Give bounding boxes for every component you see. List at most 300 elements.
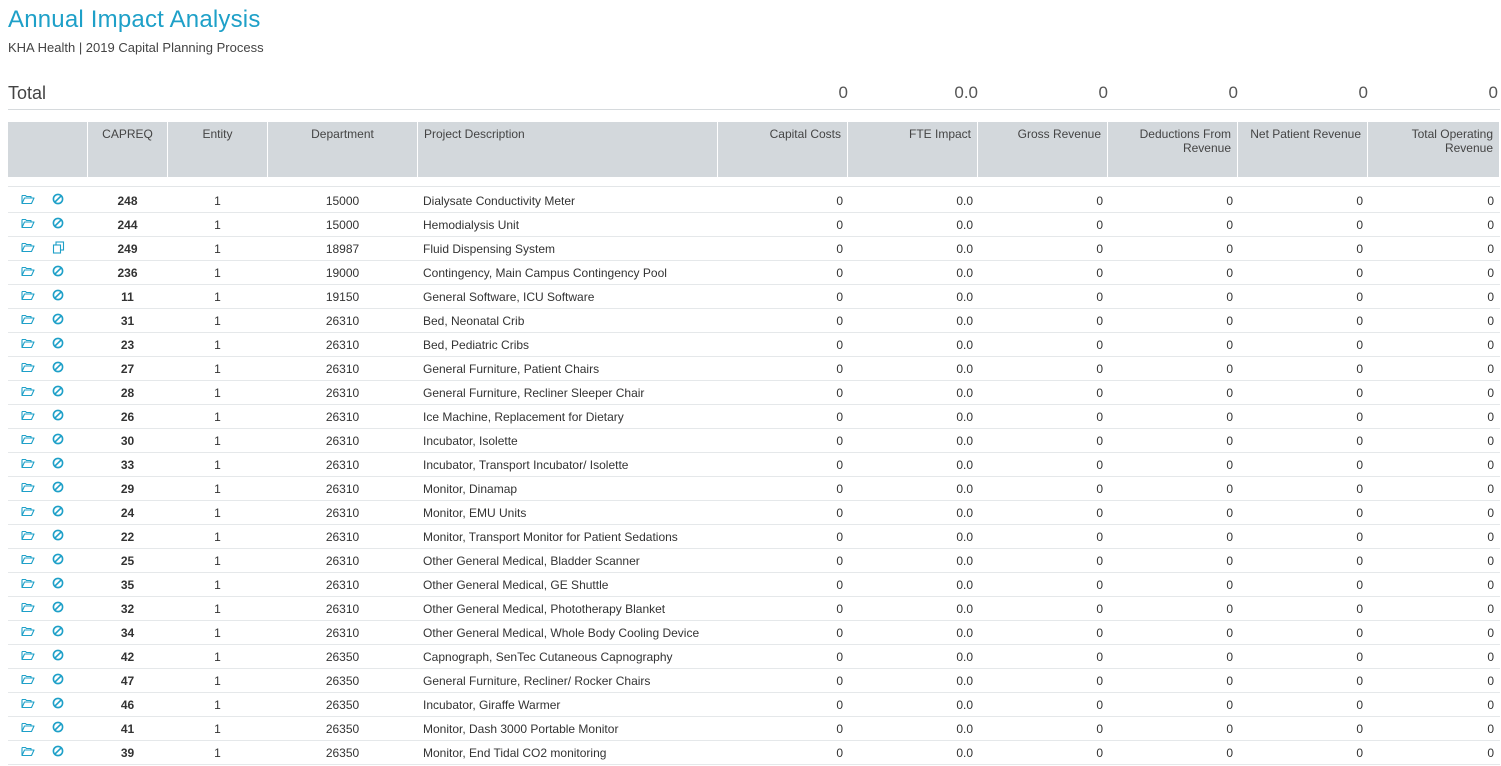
cell-capreq: 35	[120, 578, 135, 592]
cell-gross-revenue: 0	[1096, 746, 1103, 760]
ban-icon[interactable]	[52, 457, 66, 471]
cell-capreq: 30	[120, 434, 135, 448]
cell-deductions-from-revenue: 0	[1226, 578, 1233, 592]
folder-open-icon[interactable]	[21, 193, 35, 207]
header-total-operating-revenue[interactable]	[1368, 122, 1499, 177]
cell-total-operating-revenue: 0	[1487, 722, 1494, 736]
table-row[interactable]	[8, 381, 1500, 405]
cell-department: 19000	[325, 266, 360, 280]
cell-deductions-from-revenue: 0	[1226, 314, 1233, 328]
cell-capreq: 42	[120, 650, 135, 664]
cell-entity: 1	[214, 578, 221, 592]
cell-capreq: 29	[120, 482, 135, 496]
cell-gross-revenue: 0	[1096, 602, 1103, 616]
header-entity[interactable]	[168, 122, 267, 177]
cell-capital-costs: 0	[836, 626, 843, 640]
cell-entity: 1	[214, 242, 221, 256]
cell-net-patient-revenue: 0	[1356, 722, 1363, 736]
cell-gross-revenue: 0	[1096, 458, 1103, 472]
cell-capital-costs: 0	[836, 242, 843, 256]
cell-deductions-from-revenue: 0	[1226, 698, 1233, 712]
cell-department: 26310	[325, 578, 360, 592]
cell-project-description: General Furniture, Recliner Sleeper Chair	[423, 386, 645, 400]
cell-total-operating-revenue: 0	[1487, 458, 1494, 472]
cell-department: 26310	[325, 554, 360, 568]
table-row[interactable]	[8, 693, 1500, 717]
table-row[interactable]	[8, 741, 1500, 765]
cell-capital-costs: 0	[836, 530, 843, 544]
cell-entity: 1	[214, 362, 221, 376]
cell-deductions-from-revenue: 0	[1226, 650, 1233, 664]
ban-icon[interactable]	[52, 601, 66, 615]
cell-total-operating-revenue: 0	[1487, 530, 1494, 544]
cell-deductions-from-revenue: 0	[1226, 242, 1233, 256]
cell-net-patient-revenue: 0	[1356, 746, 1363, 760]
cell-department: 26310	[325, 458, 360, 472]
cell-department: 26310	[325, 482, 360, 496]
cell-project-description: Monitor, Dinamap	[423, 482, 518, 496]
folder-open-icon[interactable]	[21, 337, 35, 351]
table-row[interactable]	[8, 477, 1500, 501]
cell-total-operating-revenue: 0	[1487, 746, 1494, 760]
cell-fte-impact: 0.0	[956, 434, 973, 448]
header-net-patient-revenue-label: Net Patient Revenue	[1250, 127, 1361, 141]
cell-entity: 1	[214, 674, 221, 688]
ban-icon[interactable]	[52, 577, 66, 591]
cell-capreq: 34	[120, 626, 135, 640]
total-gross-revenue: 0	[1098, 83, 1108, 102]
folder-open-icon[interactable]	[21, 457, 35, 471]
table-row[interactable]	[8, 357, 1500, 381]
header-total-operating-revenue-label: Total Operating Revenue	[1411, 127, 1493, 155]
cell-entity: 1	[214, 434, 221, 448]
cell-fte-impact: 0.0	[956, 626, 973, 640]
cell-capital-costs: 0	[836, 746, 843, 760]
folder-open-icon[interactable]	[21, 625, 35, 639]
folder-open-icon[interactable]	[21, 313, 35, 327]
cell-fte-impact: 0.0	[956, 410, 973, 424]
cell-capital-costs: 0	[836, 218, 843, 232]
cell-capital-costs: 0	[836, 410, 843, 424]
ban-icon[interactable]	[52, 433, 66, 447]
cell-project-description: Fluid Dispensing System	[423, 242, 556, 256]
cell-net-patient-revenue: 0	[1356, 386, 1363, 400]
cell-project-description: Ice Machine, Replacement for Dietary	[423, 410, 624, 424]
cell-entity: 1	[214, 698, 221, 712]
cell-total-operating-revenue: 0	[1487, 314, 1494, 328]
cell-capreq: 32	[120, 602, 135, 616]
cell-gross-revenue: 0	[1096, 434, 1103, 448]
header-project-description-label: Project Description	[424, 127, 525, 141]
cell-net-patient-revenue: 0	[1356, 698, 1363, 712]
cell-department: 26310	[325, 410, 360, 424]
cell-gross-revenue: 0	[1096, 338, 1103, 352]
folder-open-icon[interactable]	[21, 553, 35, 567]
cell-deductions-from-revenue: 0	[1226, 722, 1233, 736]
table-row[interactable]	[8, 333, 1500, 357]
cell-total-operating-revenue: 0	[1487, 626, 1494, 640]
cell-deductions-from-revenue: 0	[1226, 554, 1233, 568]
table-row[interactable]	[8, 237, 1500, 261]
cell-gross-revenue: 0	[1096, 506, 1103, 520]
header-net-patient-revenue[interactable]	[1238, 122, 1367, 177]
cell-capital-costs: 0	[836, 434, 843, 448]
cell-project-description: General Furniture, Recliner/ Rocker Chairs	[423, 674, 651, 688]
folder-open-icon[interactable]	[21, 241, 35, 255]
ban-icon[interactable]	[52, 673, 66, 687]
cell-total-operating-revenue: 0	[1487, 482, 1494, 496]
cell-department: 26310	[325, 506, 360, 520]
cell-deductions-from-revenue: 0	[1226, 506, 1233, 520]
cell-gross-revenue: 0	[1096, 674, 1103, 688]
copy-icon[interactable]	[52, 241, 66, 255]
cell-gross-revenue: 0	[1096, 578, 1103, 592]
table-row[interactable]	[8, 597, 1500, 621]
cell-net-patient-revenue: 0	[1356, 434, 1363, 448]
cell-capital-costs: 0	[836, 266, 843, 280]
cell-capital-costs: 0	[836, 386, 843, 400]
table-row[interactable]	[8, 645, 1500, 669]
cell-deductions-from-revenue: 0	[1226, 386, 1233, 400]
ban-icon[interactable]	[52, 745, 66, 759]
header-fte-impact-label: FTE Impact	[908, 127, 971, 141]
cell-net-patient-revenue: 0	[1356, 194, 1363, 208]
cell-gross-revenue: 0	[1096, 266, 1103, 280]
header-fte-impact[interactable]	[848, 122, 977, 177]
folder-open-icon[interactable]	[21, 601, 35, 615]
cell-entity: 1	[214, 530, 221, 544]
table-row[interactable]	[8, 573, 1500, 597]
cell-net-patient-revenue: 0	[1356, 290, 1363, 304]
folder-open-icon[interactable]	[21, 529, 35, 543]
cell-net-patient-revenue: 0	[1356, 482, 1363, 496]
cell-total-operating-revenue: 0	[1487, 578, 1494, 592]
cell-fte-impact: 0.0	[956, 674, 973, 688]
folder-open-icon[interactable]	[21, 265, 35, 279]
cell-net-patient-revenue: 0	[1356, 458, 1363, 472]
header-gross-revenue-label: Gross Revenue	[1017, 127, 1101, 141]
ban-icon[interactable]	[52, 217, 66, 231]
header-gross-revenue[interactable]	[978, 122, 1107, 177]
ban-icon[interactable]	[52, 265, 66, 279]
ban-icon[interactable]	[52, 313, 66, 327]
header-actions	[8, 122, 87, 177]
cell-entity: 1	[214, 218, 221, 232]
cell-gross-revenue: 0	[1096, 218, 1103, 232]
header-deductions-label: Deductions From Revenue	[1139, 127, 1231, 155]
cell-fte-impact: 0.0	[956, 290, 973, 304]
ban-icon[interactable]	[52, 409, 66, 423]
cell-total-operating-revenue: 0	[1487, 506, 1494, 520]
cell-department: 26310	[325, 434, 360, 448]
table-row[interactable]	[8, 429, 1500, 453]
cell-entity: 1	[214, 386, 221, 400]
table-row[interactable]	[8, 549, 1500, 573]
cell-project-description: Capnograph, SenTec Cutaneous Capnography	[423, 650, 673, 664]
cell-total-operating-revenue: 0	[1487, 554, 1494, 568]
folder-open-icon[interactable]	[21, 217, 35, 231]
cell-total-operating-revenue: 0	[1487, 338, 1494, 352]
cell-fte-impact: 0.0	[956, 578, 973, 592]
table-row[interactable]	[8, 621, 1500, 645]
folder-open-icon[interactable]	[21, 577, 35, 591]
table-row[interactable]	[8, 405, 1500, 429]
total-operating-revenue: 0	[1488, 83, 1498, 102]
cell-capital-costs: 0	[836, 578, 843, 592]
cell-project-description: Incubator, Isolette	[423, 434, 518, 448]
cell-fte-impact: 0.0	[956, 194, 973, 208]
cell-gross-revenue: 0	[1096, 698, 1103, 712]
cell-total-operating-revenue: 0	[1487, 602, 1494, 616]
total-net-patient-revenue: 0	[1358, 83, 1368, 102]
cell-net-patient-revenue: 0	[1356, 578, 1363, 592]
cell-net-patient-revenue: 0	[1356, 242, 1363, 256]
cell-net-patient-revenue: 0	[1356, 650, 1363, 664]
cell-deductions-from-revenue: 0	[1226, 746, 1233, 760]
ban-icon[interactable]	[52, 553, 66, 567]
ban-icon[interactable]	[52, 289, 66, 303]
page-title: Annual Impact Analysis	[8, 6, 261, 33]
cell-deductions-from-revenue: 0	[1226, 434, 1233, 448]
folder-open-icon[interactable]	[21, 745, 35, 759]
cell-total-operating-revenue: 0	[1487, 650, 1494, 664]
cell-fte-impact: 0.0	[956, 242, 973, 256]
cell-gross-revenue: 0	[1096, 554, 1103, 568]
cell-gross-revenue: 0	[1096, 650, 1103, 664]
cell-capreq: 26	[120, 410, 135, 424]
header-capreq[interactable]	[88, 122, 167, 177]
cell-department: 26350	[325, 674, 360, 688]
cell-entity: 1	[214, 602, 221, 616]
cell-entity: 1	[214, 338, 221, 352]
cell-fte-impact: 0.0	[956, 698, 973, 712]
table-row[interactable]	[8, 309, 1500, 333]
cell-department: 26310	[325, 362, 360, 376]
cell-department: 26350	[325, 650, 360, 664]
header-capital-costs-label: Capital Costs	[769, 127, 841, 141]
cell-gross-revenue: 0	[1096, 362, 1103, 376]
cell-project-description: Monitor, Transport Monitor for Patient Sedations	[423, 530, 678, 544]
cell-capreq: 27	[120, 362, 135, 376]
folder-open-icon[interactable]	[21, 697, 35, 711]
cell-capreq: 236	[117, 266, 138, 280]
cell-deductions-from-revenue: 0	[1226, 626, 1233, 640]
cell-project-description: General Furniture, Patient Chairs	[423, 362, 600, 376]
cell-project-description: Incubator, Transport Incubator/ Isolette	[423, 458, 629, 472]
table-row[interactable]	[8, 453, 1500, 477]
ban-icon[interactable]	[52, 337, 66, 351]
cell-fte-impact: 0.0	[956, 338, 973, 352]
cell-total-operating-revenue: 0	[1487, 242, 1494, 256]
cell-fte-impact: 0.0	[956, 746, 973, 760]
cell-deductions-from-revenue: 0	[1226, 218, 1233, 232]
cell-capital-costs: 0	[836, 482, 843, 496]
cell-project-description: General Software, ICU Software	[423, 290, 595, 304]
folder-open-icon[interactable]	[21, 361, 35, 375]
table-row[interactable]	[8, 285, 1500, 309]
cell-net-patient-revenue: 0	[1356, 530, 1363, 544]
ban-icon[interactable]	[52, 505, 66, 519]
cell-project-description: Dialysate Conductivity Meter	[423, 194, 576, 208]
cell-project-description: Bed, Neonatal Crib	[423, 314, 525, 328]
cell-department: 26310	[325, 530, 360, 544]
cell-deductions-from-revenue: 0	[1226, 602, 1233, 616]
cell-total-operating-revenue: 0	[1487, 698, 1494, 712]
cell-net-patient-revenue: 0	[1356, 626, 1363, 640]
cell-deductions-from-revenue: 0	[1226, 674, 1233, 688]
cell-department: 26350	[325, 746, 360, 760]
cell-project-description: Incubator, Giraffe Warmer	[423, 698, 561, 712]
cell-net-patient-revenue: 0	[1356, 602, 1363, 616]
ban-icon[interactable]	[52, 625, 66, 639]
cell-project-description: Other General Medical, Bladder Scanner	[423, 554, 640, 568]
header-deductions-from-revenue[interactable]	[1108, 122, 1237, 177]
cell-total-operating-revenue: 0	[1487, 290, 1494, 304]
cell-fte-impact: 0.0	[956, 554, 973, 568]
cell-total-operating-revenue: 0	[1487, 410, 1494, 424]
cell-deductions-from-revenue: 0	[1226, 362, 1233, 376]
cell-project-description: Other General Medical, GE Shuttle	[423, 578, 609, 592]
cell-net-patient-revenue: 0	[1356, 338, 1363, 352]
cell-capital-costs: 0	[836, 362, 843, 376]
header-department[interactable]	[268, 122, 417, 177]
cell-entity: 1	[214, 554, 221, 568]
cell-gross-revenue: 0	[1096, 242, 1103, 256]
cell-capital-costs: 0	[836, 338, 843, 352]
cell-total-operating-revenue: 0	[1487, 674, 1494, 688]
table-row[interactable]	[8, 501, 1500, 525]
total-fte-impact: 0.0	[954, 83, 978, 102]
cell-total-operating-revenue: 0	[1487, 218, 1494, 232]
cell-deductions-from-revenue: 0	[1226, 338, 1233, 352]
table-row[interactable]	[8, 261, 1500, 285]
cell-gross-revenue: 0	[1096, 194, 1103, 208]
cell-entity: 1	[214, 506, 221, 520]
ban-icon[interactable]	[52, 697, 66, 711]
cell-deductions-from-revenue: 0	[1226, 266, 1233, 280]
cell-department: 26350	[325, 698, 360, 712]
cell-project-description: Monitor, Dash 3000 Portable Monitor	[423, 722, 619, 736]
cell-department: 26350	[325, 722, 360, 736]
cell-capreq: 31	[120, 314, 135, 328]
cell-entity: 1	[214, 626, 221, 640]
cell-gross-revenue: 0	[1096, 530, 1103, 544]
header-entity-label: Entity	[202, 127, 233, 141]
cell-capital-costs: 0	[836, 650, 843, 664]
cell-total-operating-revenue: 0	[1487, 386, 1494, 400]
header-project-description[interactable]	[418, 122, 717, 177]
cell-capital-costs: 0	[836, 698, 843, 712]
cell-project-description: Other General Medical, Phototherapy Blanket	[423, 602, 666, 616]
cell-capreq: 39	[120, 746, 135, 760]
cell-department: 19150	[325, 290, 360, 304]
header-divider	[8, 186, 1500, 187]
cell-department: 18987	[325, 242, 360, 256]
cell-entity: 1	[214, 722, 221, 736]
total-capital-costs: 0	[838, 83, 848, 102]
data-table-body	[8, 189, 1500, 765]
cell-gross-revenue: 0	[1096, 722, 1103, 736]
cell-deductions-from-revenue: 0	[1226, 458, 1233, 472]
cell-department: 26310	[325, 386, 360, 400]
ban-icon[interactable]	[52, 385, 66, 399]
table-row[interactable]	[8, 669, 1500, 693]
table-row[interactable]	[8, 189, 1500, 213]
cell-net-patient-revenue: 0	[1356, 314, 1363, 328]
table-row[interactable]	[8, 717, 1500, 741]
cell-fte-impact: 0.0	[956, 314, 973, 328]
cell-total-operating-revenue: 0	[1487, 362, 1494, 376]
cell-project-description: Bed, Pediatric Cribs	[423, 338, 530, 352]
total-deductions-from-revenue: 0	[1228, 83, 1238, 102]
cell-capital-costs: 0	[836, 290, 843, 304]
cell-fte-impact: 0.0	[956, 458, 973, 472]
folder-open-icon[interactable]	[21, 673, 35, 687]
folder-open-icon[interactable]	[21, 649, 35, 663]
cell-capreq: 47	[120, 674, 135, 688]
cell-deductions-from-revenue: 0	[1226, 530, 1233, 544]
cell-entity: 1	[214, 482, 221, 496]
cell-gross-revenue: 0	[1096, 482, 1103, 496]
cell-fte-impact: 0.0	[956, 722, 973, 736]
cell-capreq: 244	[117, 218, 138, 232]
cell-fte-impact: 0.0	[956, 218, 973, 232]
folder-open-icon[interactable]	[21, 433, 35, 447]
folder-open-icon[interactable]	[21, 481, 35, 495]
cell-entity: 1	[214, 314, 221, 328]
cell-net-patient-revenue: 0	[1356, 266, 1363, 280]
folder-open-icon[interactable]	[21, 385, 35, 399]
ban-icon[interactable]	[52, 193, 66, 207]
cell-entity: 1	[214, 410, 221, 424]
cell-capreq: 23	[120, 338, 135, 352]
cell-project-description: Hemodialysis Unit	[423, 218, 520, 232]
cell-capreq: 22	[120, 530, 135, 544]
ban-icon[interactable]	[52, 721, 66, 735]
cell-gross-revenue: 0	[1096, 386, 1103, 400]
table-row[interactable]	[8, 213, 1500, 237]
cell-entity: 1	[214, 458, 221, 472]
cell-gross-revenue: 0	[1096, 314, 1103, 328]
cell-project-description: Monitor, End Tidal CO2 monitoring	[423, 746, 607, 760]
page-subtitle: KHA Health | 2019 Capital Planning Process	[8, 40, 264, 55]
cell-total-operating-revenue: 0	[1487, 194, 1494, 208]
folder-open-icon[interactable]	[21, 505, 35, 519]
ban-icon[interactable]	[52, 481, 66, 495]
cell-capital-costs: 0	[836, 602, 843, 616]
folder-open-icon[interactable]	[21, 721, 35, 735]
ban-icon[interactable]	[52, 649, 66, 663]
cell-capital-costs: 0	[836, 554, 843, 568]
table-row[interactable]	[8, 525, 1500, 549]
cell-capreq: 41	[120, 722, 135, 736]
header-capital-costs[interactable]	[718, 122, 847, 177]
cell-total-operating-revenue: 0	[1487, 434, 1494, 448]
cell-capreq: 46	[120, 698, 135, 712]
cell-gross-revenue: 0	[1096, 410, 1103, 424]
cell-deductions-from-revenue: 0	[1226, 194, 1233, 208]
cell-gross-revenue: 0	[1096, 626, 1103, 640]
cell-capital-costs: 0	[836, 314, 843, 328]
folder-open-icon[interactable]	[21, 409, 35, 423]
cell-entity: 1	[214, 194, 221, 208]
cell-capreq: 248	[117, 194, 138, 208]
cell-net-patient-revenue: 0	[1356, 218, 1363, 232]
folder-open-icon[interactable]	[21, 289, 35, 303]
cell-project-description: Monitor, EMU Units	[423, 506, 527, 520]
ban-icon[interactable]	[52, 529, 66, 543]
ban-icon[interactable]	[52, 361, 66, 375]
